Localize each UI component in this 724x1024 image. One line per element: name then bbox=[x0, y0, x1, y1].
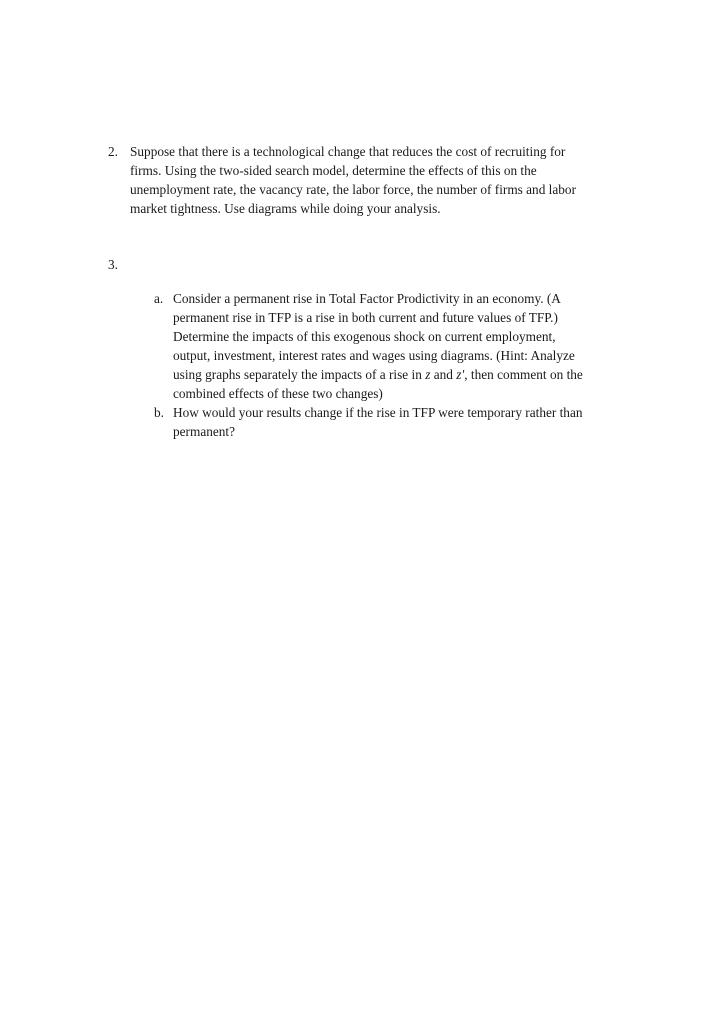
text-line: Consider a permanent rise in Total Factor Prodictivity in an economy. (A bbox=[173, 291, 561, 306]
text-line bbox=[173, 365, 674, 384]
text-line: combined effects of these two changes) bbox=[173, 386, 383, 401]
question-3b bbox=[154, 403, 674, 441]
text-line: permanent rise in TFP is a rise in both current and future values of TFP.) bbox=[173, 310, 558, 325]
question-text bbox=[108, 142, 668, 218]
text-line: Suppose that there is a technological change that reduces the cost of recruiting for bbox=[130, 144, 566, 159]
question-number: 2. bbox=[108, 144, 118, 159]
text-segment: using graphs separately the impacts of a rise in bbox=[173, 367, 426, 382]
text-line: Determine the impacts of this exogenous shock on current employment, bbox=[173, 329, 556, 344]
text-line: How would your results change if the rise in TFP were temporary rather than bbox=[173, 405, 583, 420]
question-number: 3. bbox=[108, 257, 118, 272]
math-variable-z: z bbox=[425, 367, 431, 382]
text-line: output, investment, interest rates and wages using diagrams. (Hint: Analyze bbox=[173, 348, 575, 363]
subquestion-text bbox=[154, 403, 674, 441]
text-segment: , then comment on the bbox=[464, 367, 583, 382]
text-line: unemployment rate, the vacancy rate, the labor force, the number of firms and labor bbox=[130, 182, 577, 197]
text-segment: and bbox=[430, 367, 457, 382]
text-line: firms. Using the two-sided search model, determine the effects of this on the bbox=[130, 163, 537, 178]
question-2 bbox=[108, 142, 668, 218]
question-3 bbox=[108, 255, 118, 274]
subquestion-marker: b. bbox=[154, 405, 164, 420]
question-3a bbox=[154, 289, 674, 403]
text-line: market tightness. Use diagrams while doing your analysis. bbox=[130, 201, 441, 216]
subquestion-text bbox=[154, 289, 674, 403]
subquestion-marker: a. bbox=[154, 291, 164, 306]
math-variable-z-prime: z' bbox=[456, 367, 465, 382]
text-line: permanent? bbox=[173, 424, 236, 439]
